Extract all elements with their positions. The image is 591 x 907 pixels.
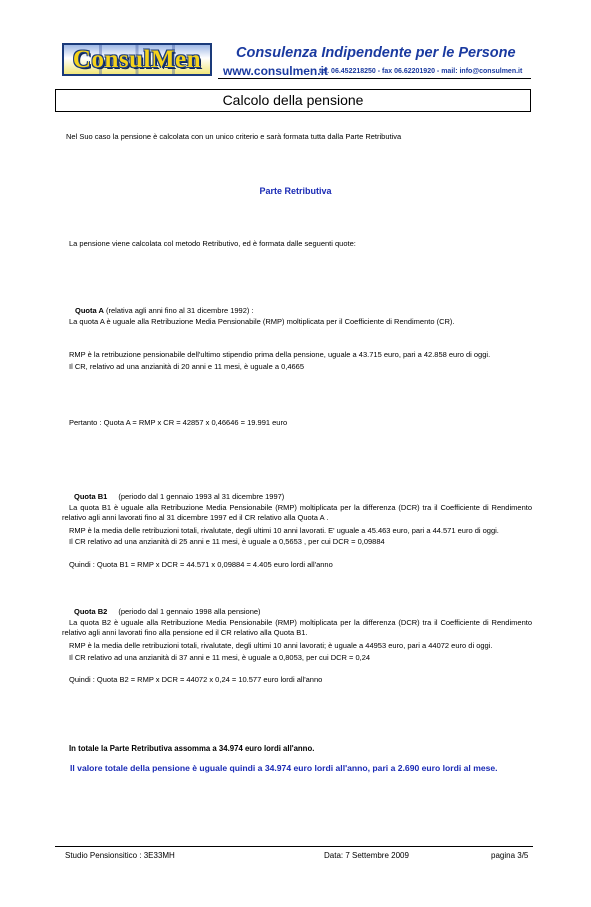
- logo-text: ConsulMen: [72, 46, 202, 73]
- footer-date: Data: 7 Settembre 2009: [324, 851, 409, 860]
- slogan: Consulenza Indipendente per le Persone: [236, 45, 516, 61]
- quota-a-definition: La quota A è uguale alla Retribuzione Media Pensionabile (RMP) moltiplicata per il Coefficiente di Rendimento (CR).: [69, 317, 455, 326]
- total-line: In totale la Parte Retributiva assomma a 34.974 euro lordi all'anno.: [69, 744, 315, 753]
- quota-a-heading: [75, 306, 254, 316]
- footer-page-number: pagina 3/5: [491, 851, 529, 860]
- quota-a-label: Quota A: [75, 306, 104, 315]
- header-rule: [218, 78, 531, 79]
- quota-b2-label: Quota B2: [74, 607, 108, 616]
- quota-b1-heading: [74, 492, 284, 502]
- quota-a-period: (relativa agli anni fino al 31 dicembre 1992) :: [103, 306, 254, 315]
- page-title: Calcolo della pensione: [55, 89, 531, 112]
- quota-b2-period: (periodo dal 1 gennaio 1998 alla pensione): [118, 607, 261, 616]
- contact-info: tel. 06.452218250 - fax 06.62201920 - mail: info@consulmen.it: [319, 68, 523, 75]
- consulmen-logo: [62, 43, 212, 76]
- intro-text: Nel Suo caso la pensione è calcolata con un unico criterio e sarà formata tutta dalla Parte Retributiva: [66, 132, 402, 141]
- quota-b1-period: (periodo dal 1 gennaio 1993 al 31 dicembre 1997): [118, 492, 285, 501]
- quota-a-rmp: RMP è la retribuzione pensionabile dell'ultimo stipendio prima della pensione, uguale a 43.715 euro, pari a 42.858 euro di oggi.: [69, 350, 491, 359]
- quota-b2-result: Quindi : Quota B2 = RMP x DCR = 44072 x 0,24 = 10.577 euro lordi all'anno: [69, 675, 323, 684]
- footer-rule: [55, 846, 533, 847]
- quota-b2-definition: La quota B2 è uguale alla Retribuzione Media Pensionabile (RMP) moltiplicata per la differenza (DCR) tra il Coefficiente di Rendimento relativo agli anni lavorati fino alla pensione ed il CR relativo alla Quota B1.: [62, 618, 532, 638]
- quota-b1-definition: La quota B1 è uguale alla Retribuzione Media Pensionabile (RMP) moltiplicata per la differenza (DCR) tra il Coefficiente di Rendimento relativo agli anni lavorati fino al 31 dicembre 1997 ed il CR relativo alla Quota A .: [62, 503, 532, 523]
- quota-a-result: Pertanto : Quota A = RMP x CR = 42857 x 0,46646 = 19.991 euro: [69, 418, 288, 427]
- final-summary: Il valore totale della pensione è uguale quindi a 34.974 euro lordi all'anno, pari a 2.690 euro lordi al mese.: [70, 763, 498, 773]
- quota-b1-cr: Il CR relativo ad una anzianità di 25 anni e 11 mesi, è uguale a 0,5653 , per cui DCR = 0,09884: [69, 537, 385, 546]
- quota-a-cr: Il CR, relativo ad una anzianità di 20 anni e 11 mesi, è uguale a 0,4665: [69, 362, 305, 371]
- website-link[interactable]: www.consulmen.it: [223, 64, 328, 78]
- method-text: La pensione viene calcolata col metodo Retributivo, ed è formata dalle seguenti quote:: [69, 239, 356, 248]
- quota-b2-heading: [74, 607, 261, 617]
- quota-b2-cr: Il CR relativo ad una anzianità di 37 anni e 11 mesi, è uguale a 0,8053, per cui DCR = 0,24: [69, 653, 371, 662]
- quota-b1-label: Quota B1: [74, 492, 108, 501]
- quota-b2-rmp: RMP è la media delle retribuzioni totali, rivalutate, degli ultimi 10 anni lavorati; è uguale a 44953 euro, pari a 44072 euro di oggi.: [69, 641, 493, 650]
- quota-b1-rmp: RMP è la media delle retribuzioni totali, rivalutate, degli ultimi 10 anni lavorati. E' uguale a 45.463 euro, pari a 44.571 euro di oggi.: [69, 526, 499, 535]
- quota-b1-result: Quindi : Quota B1 = RMP x DCR = 44.571 x 0,09884 = 4.405 euro lordi all'anno: [69, 560, 333, 569]
- footer-study-id: Studio Pensionsitico : 3E33MH: [65, 851, 175, 860]
- section-title: Parte Retributiva: [259, 186, 332, 196]
